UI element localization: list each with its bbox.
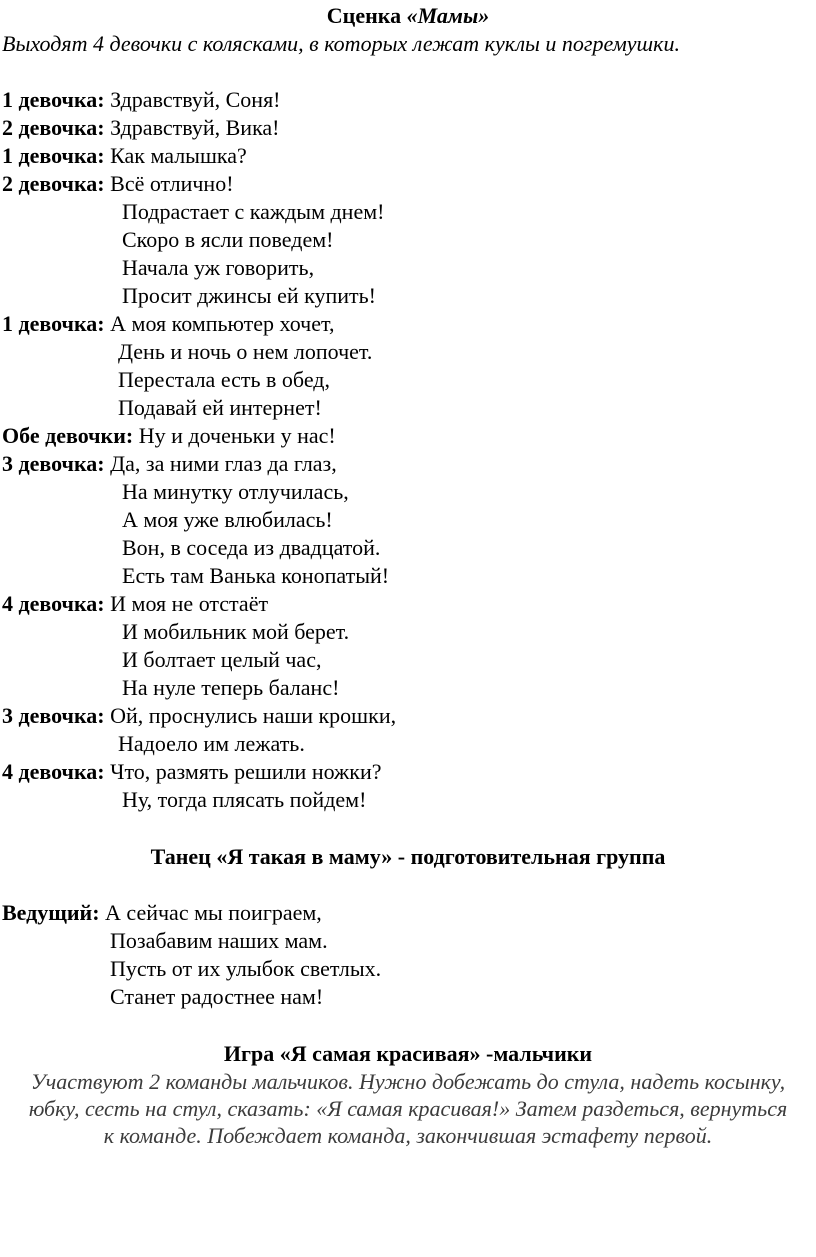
scene-title-prefix: Сценка: [326, 3, 407, 28]
speaker-label: 1 девочка:: [2, 87, 105, 112]
dialogue-line: [2, 450, 802, 478]
verse-text: Ну и доченьки у нас!: [138, 423, 336, 448]
speaker-label: 4 девочка:: [2, 759, 105, 784]
host-verse: [2, 899, 802, 1011]
dialogue-line: День и ночь о нем лопочет.: [118, 339, 373, 364]
dialogue-line: [2, 702, 802, 730]
verse-text: Здравствуй, Соня!: [110, 87, 281, 112]
speaker-label: 1 девочка:: [2, 311, 105, 336]
dialogue-line: [2, 170, 802, 198]
dialogue-line: А моя уже влюбилась!: [122, 507, 333, 532]
verse-text: И моя не отстаёт: [110, 591, 269, 616]
speaker-label: Ведущий:: [2, 900, 100, 925]
scene-intro: Выходят 4 девочки с колясками, в которых лежат куклы и погремушки.: [2, 31, 680, 56]
verse-text: Как малышка?: [110, 143, 247, 168]
dialogue: [2, 86, 802, 814]
speaker-label: 3 девочка:: [2, 703, 105, 728]
scene-title: [0, 2, 816, 30]
dialogue-line: [2, 142, 802, 170]
dialogue-line: Просит джинсы ей купить!: [122, 283, 377, 308]
dialogue-line: На минутку отлучилась,: [122, 479, 349, 504]
verse-text: А сейчас мы поиграем,: [105, 900, 322, 925]
speaker-label: 2 девочка:: [2, 171, 105, 196]
dialogue-line: Подавай ей интернет!: [118, 395, 322, 420]
speaker-label: Обе девочки:: [2, 423, 134, 448]
speaker-label: 2 девочка:: [2, 115, 105, 140]
dialogue-line: Надоело им лежать.: [118, 731, 305, 756]
dialogue-line: Вон, в соседа из двадцатой.: [122, 535, 381, 560]
speaker-label: 3 девочка:: [2, 451, 105, 476]
dialogue-line: [2, 422, 802, 450]
dialogue-line: На нуле теперь баланс!: [122, 675, 340, 700]
dialogue-line: И болтает целый час,: [122, 647, 322, 672]
verse-text: Ой, проснулись наши крошки,: [110, 703, 397, 728]
host-line: Пусть от их улыбок светлых.: [110, 956, 382, 981]
verse-text: Что, размять решили ножки?: [110, 759, 382, 784]
dialogue-line: [2, 86, 802, 114]
dialogue-line: Перестала есть в обед,: [118, 367, 330, 392]
game-heading: Игра «Я самая красивая» -мальчики: [223, 1041, 593, 1066]
verse-text: Всё отлично!: [110, 171, 234, 196]
dialogue-line: Подрастает с каждым днем!: [122, 199, 385, 224]
host-line: Станет радостнее нам!: [110, 984, 324, 1009]
dialogue-line: И мобильник мой берет.: [122, 619, 350, 644]
dialogue-line: [2, 310, 802, 338]
dialogue-line: Есть там Ванька конопатый!: [122, 563, 390, 588]
scene-title-name: «Мамы»: [406, 3, 490, 28]
speaker-label: 1 девочка:: [2, 143, 105, 168]
dialogue-line: [2, 758, 802, 786]
dialogue-line: Начала уж говорить,: [122, 255, 315, 280]
host-line: [2, 899, 802, 927]
verse-text: А моя компьютер хочет,: [110, 311, 335, 336]
verse-text: Да, за ними глаз да глаз,: [110, 451, 337, 476]
host-line: Позабавим наших мам.: [110, 928, 328, 953]
game-description: Участвуют 2 команды мальчиков. Нужно добежать до стула, надеть косынку, юбку, сесть на стул, сказать: «Я самая красивая!» Затем раздеться, вернуться к команде. Побеждает команда, закончившая эстафету первой.: [28, 1069, 788, 1148]
speaker-label: 4 девочка:: [2, 591, 105, 616]
dialogue-line: Ну, тогда плясать пойдем!: [122, 787, 367, 812]
dialogue-line: [2, 590, 802, 618]
dialogue-line: [2, 114, 802, 142]
verse-text: Здравствуй, Вика!: [110, 115, 280, 140]
dialogue-line: Скоро в ясли поведем!: [122, 227, 334, 252]
dance-heading: Танец «Я такая в маму» - подготовительная группа: [150, 844, 666, 869]
